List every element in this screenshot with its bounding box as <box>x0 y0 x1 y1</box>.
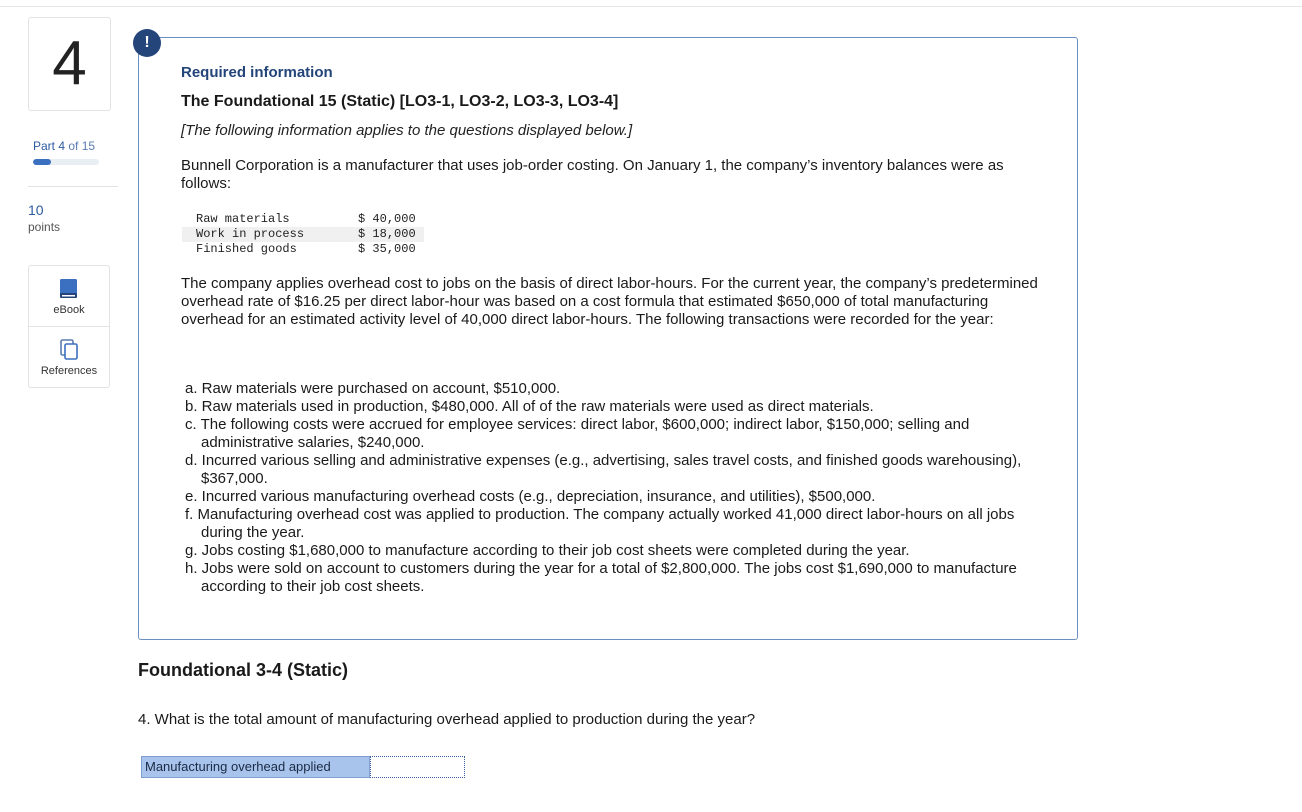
part-label: Part 4 <box>33 139 66 153</box>
question-number-box <box>28 17 111 111</box>
answer-label: Manufacturing overhead applied <box>141 756 370 778</box>
intro-paragraph: Bunnell Corporation is a manufacturer that uses job-order costing. On January 1, the company’s inventory balances were as follows: <box>181 157 1004 192</box>
list-item: c. The following costs were accrued for employee services: direct labor, $600,000; indirect labor, $150,000; selling and administrative salaries, $240,000. <box>185 416 970 451</box>
tools-panel <box>28 265 110 388</box>
inventory-amount: $ 18,000 <box>318 227 424 242</box>
part-progress-fill <box>33 159 51 165</box>
inventory-amount: $ 40,000 <box>358 212 416 226</box>
applies-note: [The following information applies to the questions displayed below.] <box>181 122 633 139</box>
table-row <box>182 212 424 227</box>
alert-icon: ! <box>133 29 161 57</box>
transactions-list <box>185 380 1045 596</box>
list-item: e. Incurred various manufacturing overhead costs (e.g., depreciation, insurance, and utilities), $500,000. <box>185 488 876 505</box>
part-of-label: of 15 <box>68 139 96 153</box>
references-button[interactable] <box>29 327 109 388</box>
rail-divider <box>28 186 118 187</box>
required-information-card <box>138 37 1078 640</box>
ebook-label: eBook <box>53 304 85 316</box>
top-divider <box>0 6 1302 7</box>
table-row <box>182 227 424 242</box>
required-information-label: Required information <box>181 64 333 81</box>
table-row <box>182 242 424 257</box>
question-text: 4. What is the total amount of manufacturing overhead applied to production during the year? <box>138 711 756 728</box>
part-indicator <box>33 139 95 153</box>
question-number: 4 <box>52 29 87 98</box>
inventory-table <box>182 212 424 257</box>
book-icon <box>59 278 79 300</box>
ebook-button[interactable] <box>29 266 109 327</box>
list-item: f. Manufacturing overhead cost was applied to production. The company actually worked 41,000 direct labor-hours on all jobs during the year. <box>185 506 1015 541</box>
references-icon <box>59 339 79 361</box>
problem-title: The Foundational 15 (Static) [LO3-1, LO3-2, LO3-3, LO3-4] <box>181 93 619 110</box>
list-item: b. Raw materials used in production, $480,000. All of of the raw materials were used as direct materials. <box>185 398 874 415</box>
points-value: 10 <box>28 202 44 218</box>
list-item: a. Raw materials were purchased on account, $510,000. <box>185 380 561 397</box>
list-item: g. Jobs costing $1,680,000 to manufacture according to their job cost sheets were completed during the year. <box>185 542 910 559</box>
overhead-paragraph: The company applies overhead cost to jobs on the basis of direct labor-hours. For the current year, the company’s predetermined overhead rate of $16.25 per direct labor-hour was based on a cost formula that estimated $650,000 of total manufacturing overhead for an estimated activity level of 40,000 direct labor-hours. The following transactions were recorded for the year: <box>181 275 1038 328</box>
list-item: h. Jobs were sold on account to customers during the year for a total of $2,800,000. The jobs cost $1,690,000 to manufacture according to their job cost sheets. <box>185 560 1017 595</box>
inventory-amount: $ 35,000 <box>358 242 416 256</box>
answer-row <box>141 756 465 778</box>
points-label: points <box>28 220 61 234</box>
section-title: Foundational 3-4 (Static) <box>138 660 349 680</box>
inventory-label: Finished goods <box>196 242 297 256</box>
inventory-label: Work in process <box>182 227 318 242</box>
references-label: References <box>40 365 98 377</box>
overhead-applied-input[interactable] <box>370 756 465 778</box>
list-item: d. Incurred various selling and administrative expenses (e.g., advertising, sales travel costs, and finished goods warehousing), $367,000. <box>185 452 1022 487</box>
inventory-label: Raw materials <box>196 212 290 226</box>
part-progress-bar <box>33 159 99 165</box>
